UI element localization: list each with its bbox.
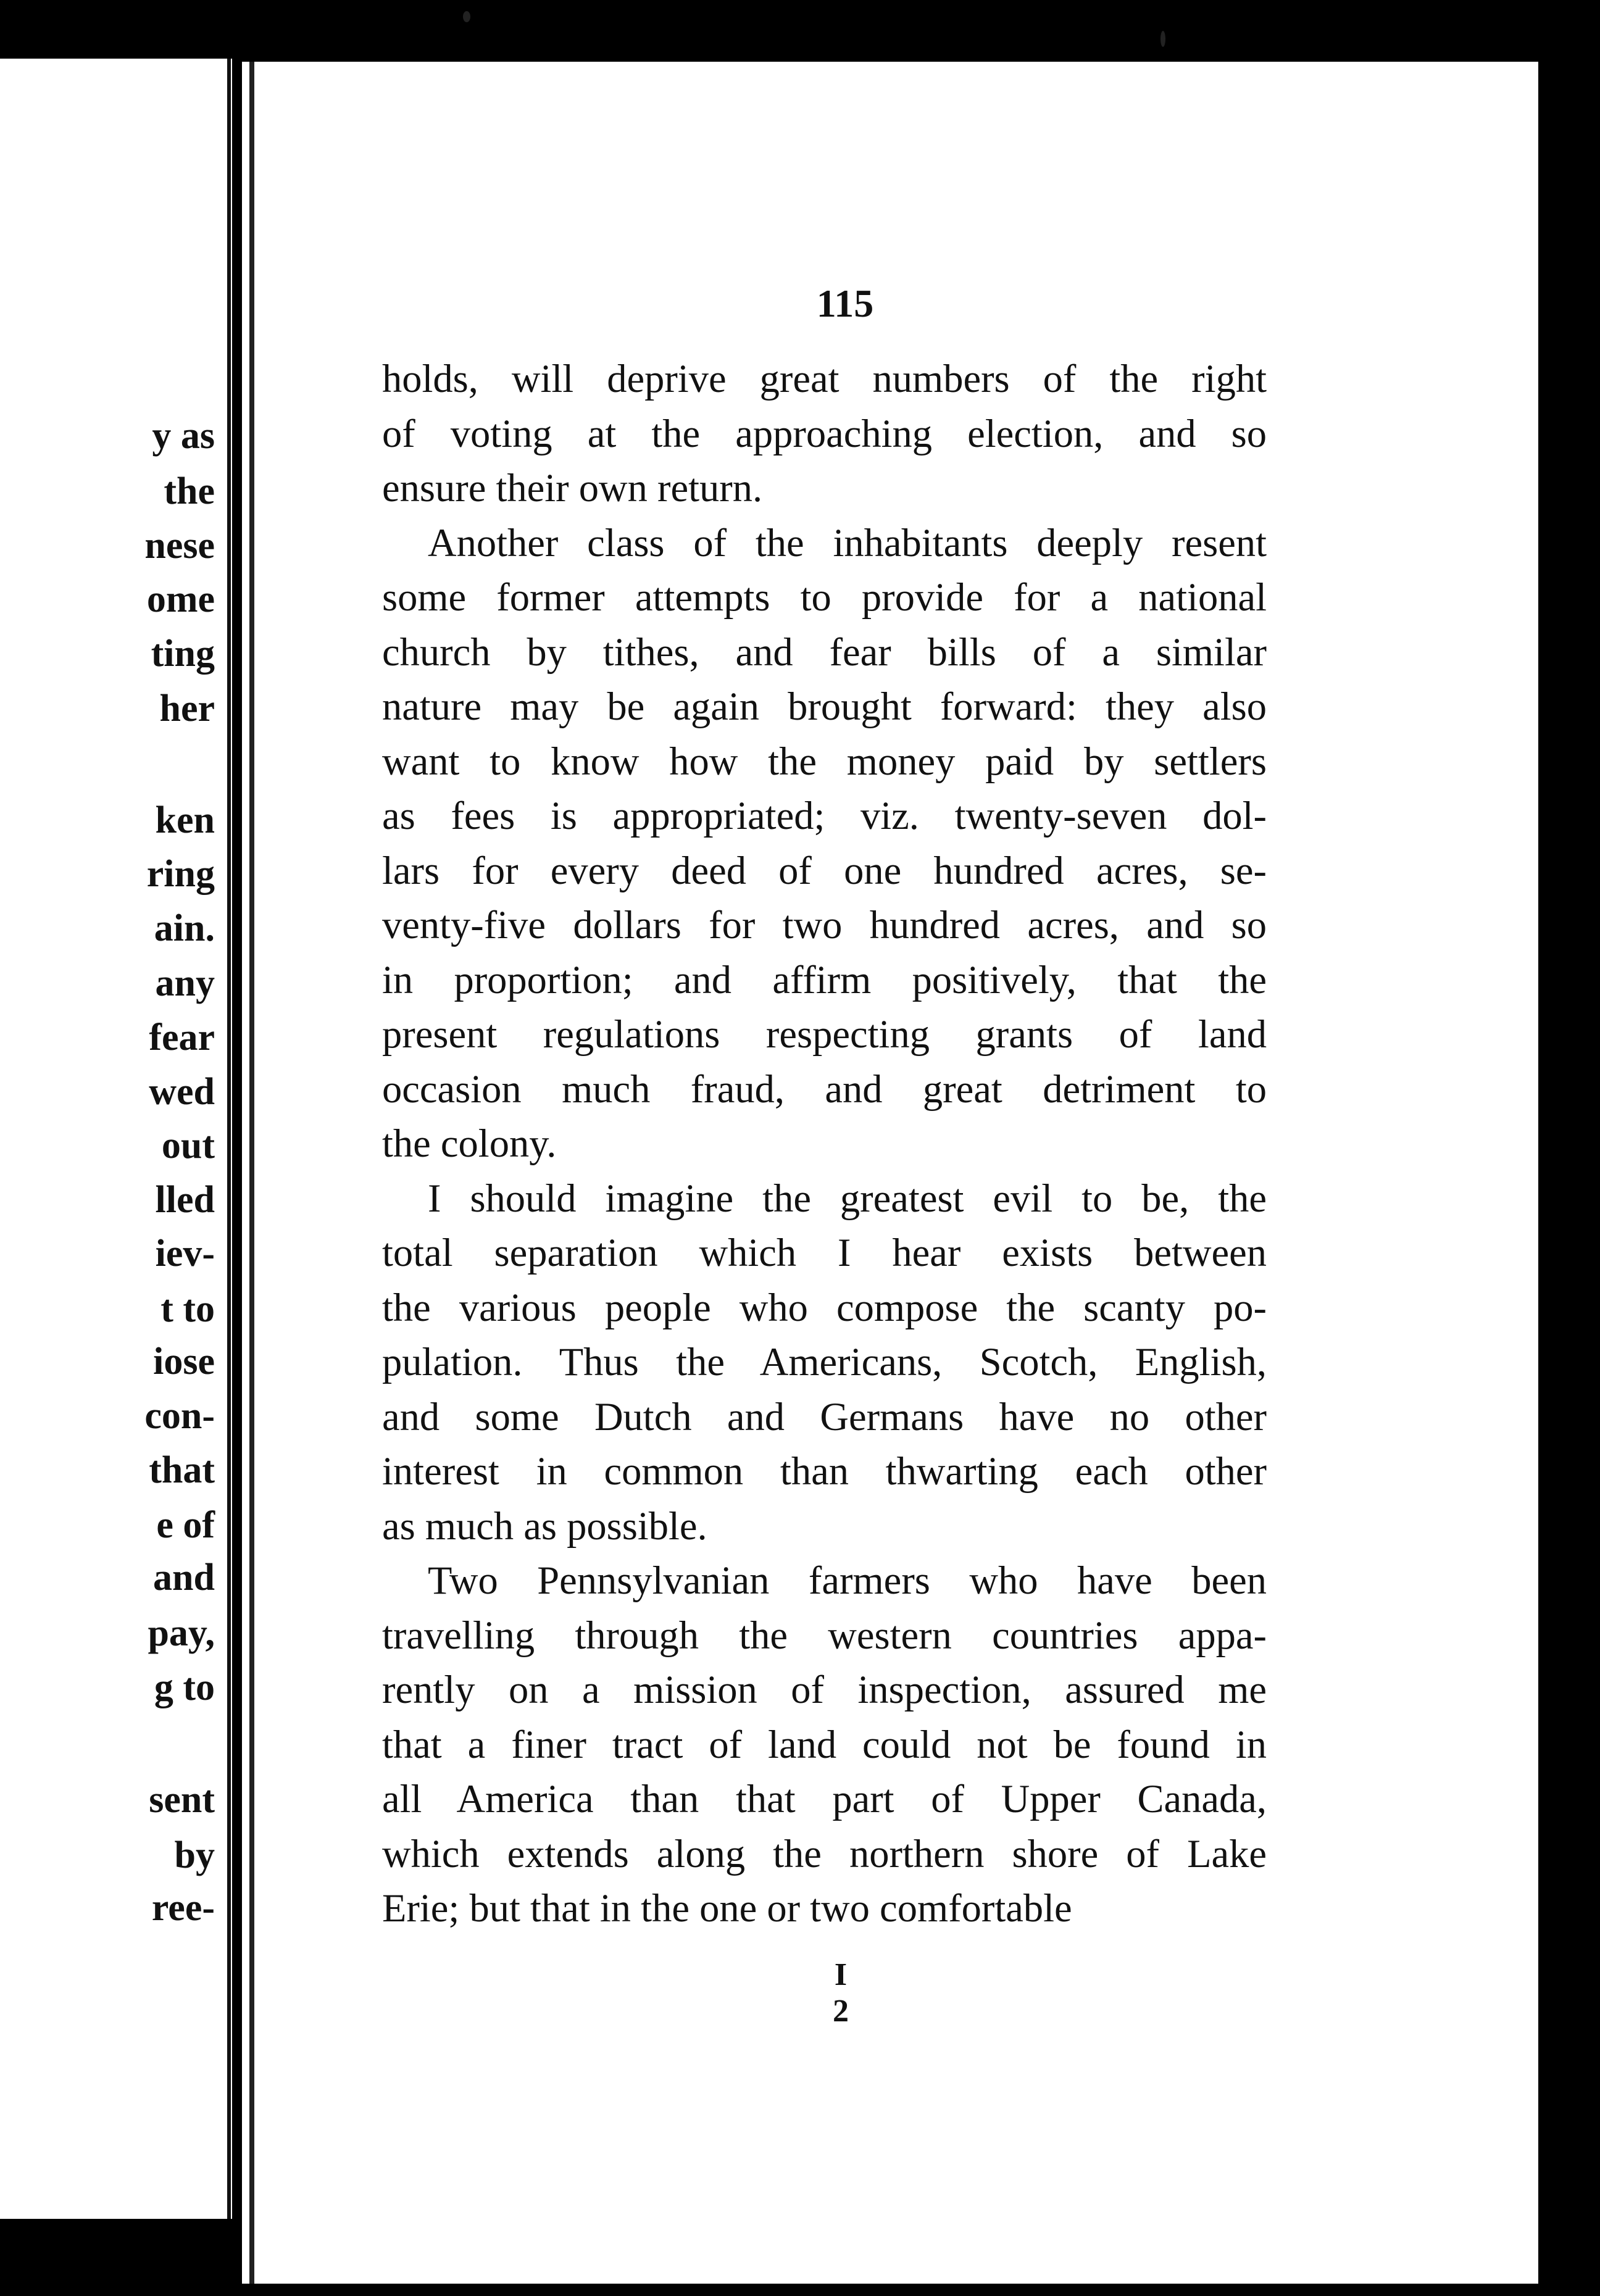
facing-page-fragment: ome bbox=[146, 578, 215, 620]
facing-page-fragment: sent bbox=[149, 1779, 215, 1821]
dust-speck bbox=[463, 11, 470, 22]
facing-page-fragment: ree- bbox=[151, 1887, 215, 1929]
text-line: nature may be again brought forward: they also bbox=[382, 684, 1267, 728]
text-line: as much as possible. bbox=[382, 1504, 707, 1548]
text-line: rently on a mission of inspection, assured me bbox=[382, 1668, 1267, 1712]
facing-page-fragment: ring bbox=[146, 853, 215, 895]
text-line: the colony. bbox=[382, 1121, 557, 1165]
text-line: interest in common than thwarting each other bbox=[382, 1449, 1267, 1493]
facing-page-fragment: g to bbox=[154, 1666, 215, 1708]
text-line: Another class of the inhabitants deeply resent bbox=[428, 520, 1267, 565]
page-number: 115 bbox=[816, 281, 874, 325]
book-page bbox=[242, 62, 1538, 2284]
facing-page-fragment: e of bbox=[156, 1504, 215, 1546]
facing-page-fragment: and bbox=[153, 1557, 215, 1599]
facing-page-fragment: her bbox=[159, 688, 215, 730]
dust-speck bbox=[1160, 31, 1165, 47]
body-text bbox=[382, 352, 1267, 1936]
facing-page-fragment: lled bbox=[155, 1179, 215, 1221]
facing-page-fragment: any bbox=[155, 962, 215, 1004]
facing-page-fragment: iose bbox=[153, 1341, 215, 1383]
facing-page-fragment: con- bbox=[144, 1395, 215, 1437]
facing-page-fragment: y as bbox=[152, 415, 215, 457]
facing-page-edge bbox=[0, 59, 232, 2219]
paragraph bbox=[382, 352, 1267, 516]
text-line: in proportion; and affirm positively, that the bbox=[382, 957, 1267, 1002]
facing-page-fragment: by bbox=[174, 1834, 215, 1876]
text-line: Erie; but that in the one or two comfortable bbox=[382, 1886, 1072, 1930]
facing-page-fragment: ain. bbox=[154, 907, 215, 949]
text-line: lars for every deed of one hundred acres, se- bbox=[382, 848, 1267, 892]
page-spine-edge bbox=[249, 62, 254, 2284]
paragraph bbox=[382, 1554, 1267, 1936]
facing-page-fragment: the bbox=[164, 470, 215, 512]
page-gutter-shadow bbox=[227, 59, 231, 2219]
text-line: venty-five dollars for two hundred acres, and so bbox=[382, 903, 1267, 947]
paragraph bbox=[382, 1171, 1267, 1554]
facing-page-fragment: out bbox=[161, 1125, 215, 1167]
text-line: present regulations respecting grants of land bbox=[382, 1012, 1267, 1056]
text-line: and some Dutch and Germans have no other bbox=[382, 1394, 1267, 1439]
text-line: total separation which I hear exists between bbox=[382, 1231, 1267, 1275]
text-line: I should imagine the greatest evil to be, the bbox=[428, 1176, 1267, 1220]
text-line: some former attempts to provide for a national bbox=[382, 575, 1267, 619]
text-line: church by tithes, and fear bills of a similar bbox=[382, 630, 1267, 674]
facing-page-fragment: iev- bbox=[155, 1233, 215, 1275]
text-line: the various people who compose the scanty po- bbox=[382, 1285, 1267, 1329]
facing-page-fragment: fear bbox=[149, 1017, 215, 1059]
facing-page-fragment: nese bbox=[144, 525, 215, 567]
text-line: all America than that part of Upper Canada, bbox=[382, 1777, 1267, 1821]
facing-page-fragment: pay, bbox=[148, 1612, 215, 1654]
text-line: pulation. Thus the Americans, Scotch, English, bbox=[382, 1340, 1267, 1384]
facing-page-fragment: t to bbox=[160, 1288, 215, 1330]
text-line: want to know how the money paid by settlers bbox=[382, 739, 1267, 783]
text-line: that a finer tract of land could not be found in bbox=[382, 1722, 1267, 1766]
text-line: holds, will deprive great numbers of the right bbox=[382, 357, 1267, 401]
text-line: Two Pennsylvanian farmers who have been bbox=[428, 1558, 1267, 1602]
facing-page-fragment: ting bbox=[151, 633, 215, 675]
text-line: as fees is appropriated; viz. twenty-seven dol- bbox=[382, 794, 1267, 838]
text-line: occasion much fraud, and great detriment to bbox=[382, 1067, 1267, 1111]
text-line: travelling through the western countries appa- bbox=[382, 1613, 1267, 1657]
facing-page-fragment: ken bbox=[155, 799, 215, 841]
text-line: of voting at the approaching election, and so bbox=[382, 411, 1267, 455]
paragraph bbox=[382, 516, 1267, 1171]
facing-page-fragment: that bbox=[149, 1449, 215, 1491]
facing-page-fragment: wed bbox=[149, 1071, 215, 1113]
text-line: which extends along the northern shore of Lake bbox=[382, 1831, 1267, 1876]
text-line: ensure their own return. bbox=[382, 466, 763, 510]
signature-mark: I 2 bbox=[833, 1957, 857, 2029]
